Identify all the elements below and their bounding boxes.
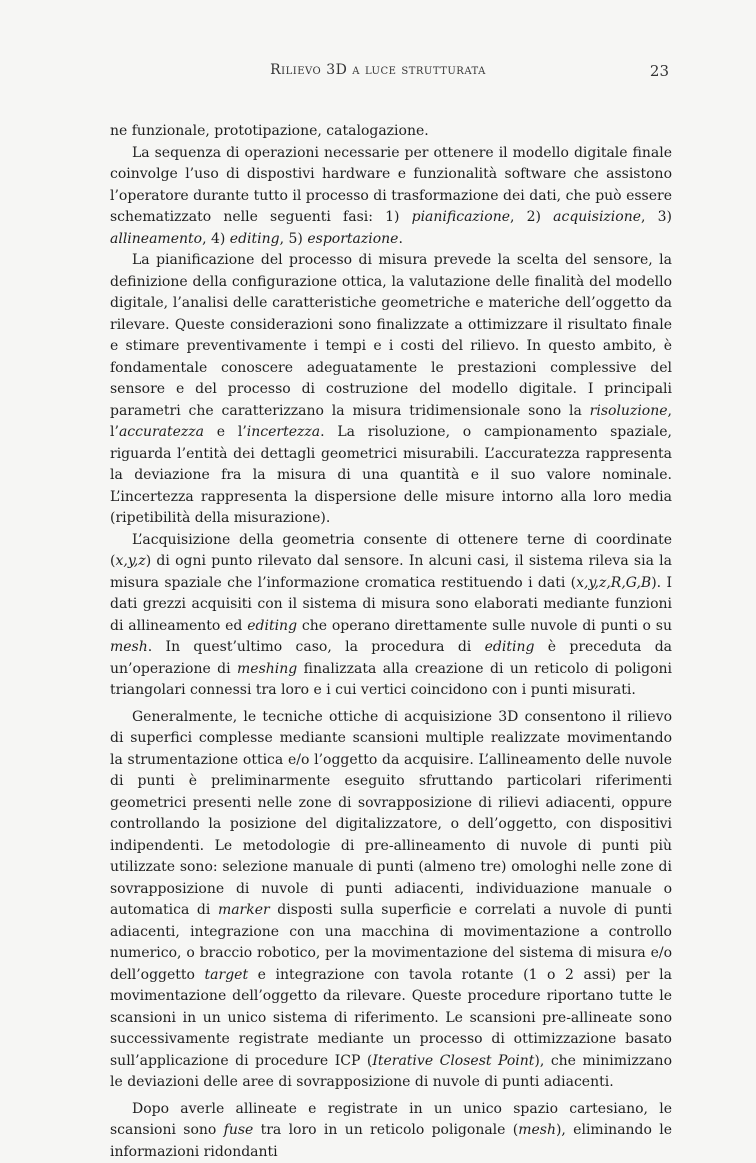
italic-term: mesh bbox=[518, 1122, 556, 1138]
text-run: La sequenza di operazioni necessarie per ottenere il modello digitale finale coinvolge l’uso di dispostivi hardware e funzionalità software che assistono l’operatore durante tutto il processo di trasformazione dei dati, che può essere schematizzato nelle seguenti fasi: 1) bbox=[110, 145, 672, 226]
running-head bbox=[0, 62, 756, 82]
italic-term: editing bbox=[230, 231, 280, 247]
text-run: , l’ bbox=[110, 403, 672, 441]
text-run: L’acquisizione della geometria consente di ottenere terne di coordinate ( bbox=[110, 532, 672, 570]
paragraph bbox=[110, 121, 672, 143]
paragraph bbox=[110, 530, 672, 702]
text-run: , 5) bbox=[280, 231, 308, 247]
text-run: Dopo averle allineate e registrate in un unico spazio cartesiano, le scansioni sono bbox=[110, 1101, 672, 1139]
body-text bbox=[110, 121, 672, 1163]
paragraph bbox=[110, 707, 672, 1094]
italic-term: mesh bbox=[110, 639, 148, 655]
italic-term: risoluzione bbox=[590, 403, 668, 419]
text-run: . In quest’ultimo caso, la procedura di bbox=[148, 639, 485, 655]
text-run: che operano direttamente sulle nuvole di punti o su bbox=[297, 618, 672, 634]
text-run: , 4) bbox=[202, 231, 230, 247]
text-run: , 3) bbox=[641, 209, 672, 225]
italic-term: marker bbox=[218, 902, 270, 918]
italic-term: editing bbox=[247, 618, 297, 634]
text-run: e integrazione con tavola rotante (1 o 2 assi) per la movimentazione dell’oggetto da rilevare. Queste procedure riportano tutte le scansioni in un unico sistema di riferimento. Le scansioni pre-allineate sono successivamente registrate mediante un processo di ottimizzazione basato sull’applicazione di procedure ICP ( bbox=[110, 967, 672, 1069]
text-run: La pianificazione del processo di misura prevede la scelta del sensore, la definizione della configurazione ottica, la valutazione delle finalità del modello digitale, l’analisi delle caratteristiche geometriche e materiche dell’oggetto da rilevare. Queste considerazioni sono finalizzate a ottimizzare il risultato finale e stimare preventivamente i tempi e i costi del rilievo. In questo ambito, è fondamentale conoscere adeguatamente le prestazioni complessive del sensore e del processo di costruzione del modello digitale. I principali parametri che caratterizzano la misura tridimensionale sono la bbox=[110, 252, 672, 419]
text-run: Generalmente, le tecniche ottiche di acquisizione 3D consentono il rilievo di superfici complesse mediante scansioni multiple realizzate movimentando la strumentazione ottica e/o l’oggetto da acquisire. L’allineamento delle nuvole di punti è preliminarmente eseguito sfruttando particolari riferimenti geometrici presenti nelle zone di sovrapposizione di rilievi adiacenti, oppure controllando la posizione del digitalizzatore, o dell’oggetto, con dispositivi indipendenti. Le metodologie di pre-allineamento di nuvole di punti più utilizzate sono: selezione manuale di punti (almeno tre) omologhi nelle zone di sovrapposizione di nuvole di punti adiacenti, individuazione manuale o automatica di bbox=[110, 709, 672, 919]
italic-term: pianificazione bbox=[412, 209, 510, 225]
text-run: disposti sulla superficie e correlati a nuvole di punti adiacenti, integrazione con una macchina di movimentazione a controllo numerico, o braccio robotico, per la movimentazione del sistema di misura e/o dell’oggetto bbox=[110, 902, 672, 983]
text-run: tra loro in un reticolo poligonale ( bbox=[253, 1122, 518, 1138]
text-run: ). I dati grezzi acquisiti con il sistema di misura sono elaborati mediante funzioni di allineamento ed bbox=[110, 575, 672, 634]
text-run: ), eliminando le informazioni ridondanti bbox=[110, 1122, 672, 1160]
text-run: ) di ogni punto rilevato dal sensore. In alcuni casi, il sistema rileva sia la misura spaziale che l’informazione cromatica restituendo i dati ( bbox=[110, 553, 672, 591]
italic-term: fuse bbox=[224, 1122, 254, 1138]
italic-term: target bbox=[205, 967, 249, 983]
text-run: . bbox=[398, 231, 402, 247]
italic-term: incertezza bbox=[247, 424, 320, 440]
italic-term: acquisizione bbox=[553, 209, 641, 225]
italic-term: Iterative Closest Point bbox=[372, 1053, 534, 1069]
italic-term: x,y,z,R,G,B bbox=[576, 575, 651, 591]
running-title: Rilievo 3D a luce strutturata bbox=[0, 62, 756, 78]
italic-term: esportazione bbox=[307, 231, 398, 247]
text-run: . La risoluzione, o campionamento spaziale, riguarda l’entità dei dettagli geometrici misurabili. L’accuratezza rappresenta la deviazione fra la misura di una quantità e il suo valore nominale. L’incertezza rappresenta la dispersione delle misure intorno alla loro media (ripetibilità della misurazione). bbox=[110, 424, 672, 526]
paragraph bbox=[110, 143, 672, 251]
text-run: ne funzionale, prototipazione, catalogazione. bbox=[110, 123, 429, 139]
text-run: e l’ bbox=[204, 424, 247, 440]
italic-term: allineamento bbox=[110, 231, 202, 247]
page-number: 23 bbox=[650, 62, 669, 80]
paragraph bbox=[110, 250, 672, 530]
text-run: è preceduta da un’operazione di bbox=[110, 639, 672, 677]
text-run: finalizzata alla creazione di un reticolo di poligoni triangolari connessi tra loro e i cui vertici coincidono con i punti misurati. bbox=[110, 661, 672, 699]
paragraph bbox=[110, 1099, 672, 1163]
italic-term: accuratezza bbox=[119, 424, 204, 440]
italic-term: editing bbox=[485, 639, 535, 655]
text-run: , 2) bbox=[510, 209, 553, 225]
text-run: ), che minimizzano le deviazioni delle aree di sovrapposizione di nuvole di punti adiacenti. bbox=[110, 1053, 672, 1091]
italic-term: meshing bbox=[237, 661, 297, 677]
italic-term: x,y,z bbox=[115, 553, 145, 569]
